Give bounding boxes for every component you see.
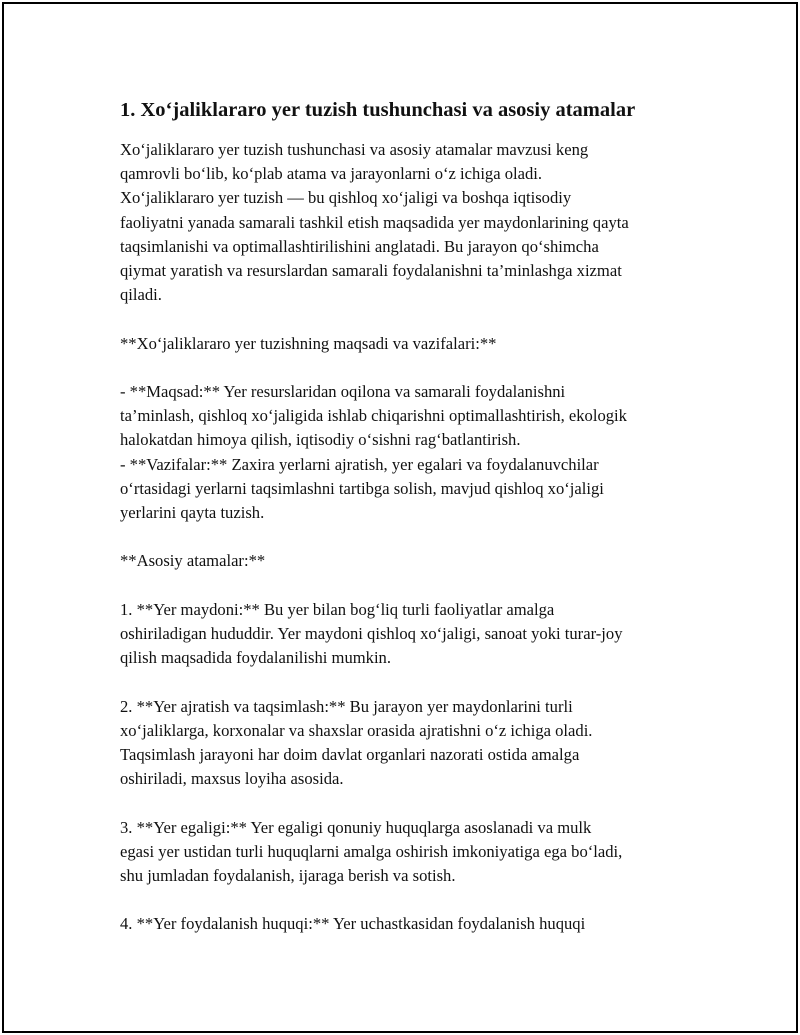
section-heading-terms xyxy=(120,549,700,573)
text-line: Taqsimlash jarayoni har doim davlat organlari nazorati ostida amalga xyxy=(120,745,580,764)
text-line: egasi yer ustidan turli huquqlarni amalga oshirish imkoniyatiga ega bo‘ladi, xyxy=(120,841,623,861)
text-line: qiladi. xyxy=(120,285,162,305)
paragraph-gap xyxy=(120,670,700,694)
text-line: taqsimlanishi va optimallashtirilishini anglatadi. Bu jarayon qo‘shimcha xyxy=(120,236,599,256)
paragraph-gap xyxy=(120,356,700,380)
term-item-4 xyxy=(120,912,700,936)
text-line: qiymat yaratish va resurslardan samarali foydalanishni ta’minlashga xizmat xyxy=(120,261,622,281)
paragraph-intro xyxy=(120,138,700,307)
section-heading-goals xyxy=(120,332,700,356)
text-line: qilish maqsadida foydalanilishi mumkin. xyxy=(120,648,392,668)
document-page xyxy=(2,2,798,1033)
paragraph-gap xyxy=(120,574,700,598)
text-line: shu jumladan foydalanish, ijaraga berish va sotish. xyxy=(120,866,456,885)
text-line: 4. **Yer foydalanish huquqi:** Yer uchastkasidan foydalanish huquqi xyxy=(120,914,586,934)
document-title: 1. Xo‘jaliklararo yer tuzish tushunchasi va asosiy atamalar xyxy=(120,99,636,121)
text-line: 3. **Yer egaligi:** Yer egaligi qonuniy huquqlarga asoslanadi va mulk xyxy=(120,817,592,837)
paragraph-gap xyxy=(120,307,700,331)
paragraph-goals-list xyxy=(120,380,700,525)
text-line: **Asosiy atamalar:** xyxy=(120,551,266,571)
term-item-3 xyxy=(120,816,700,889)
text-line: - **Maqsad:** Yer resurslaridan oqilona va samarali foydalanishni xyxy=(120,382,566,401)
text-line: qamrovli bo‘lib, ko‘plab atama va jarayonlarni o‘z ichiga oladi. xyxy=(120,164,543,184)
paragraph-gap xyxy=(120,791,700,815)
paragraph-gap xyxy=(120,888,700,912)
term-item-2 xyxy=(120,695,700,792)
document-content xyxy=(120,96,700,937)
text-line: 2. **Yer ajratish va taqsimlash:** Bu jarayon yer maydonlarini turli xyxy=(120,696,573,716)
text-line: oshiriladigan hududdir. Yer maydoni qishloq xo‘jaligi, sanoat yoki turar-joy xyxy=(120,624,623,643)
text-line: - **Vazifalar:** Zaxira yerlarni ajratish, yer egalari va foydalanuvchilar xyxy=(120,454,599,474)
text-line: Xo‘jaliklararo yer tuzish — bu qishloq xo‘jaligi va boshqa iqtisodiy xyxy=(120,188,572,208)
text-line: Xo‘jaliklararo yer tuzish tushunchasi va asosiy atamalar mavzusi keng xyxy=(120,140,589,159)
text-line: yerlarini qayta tuzish. xyxy=(120,503,265,523)
text-line: xo‘jaliklarga, korxonalar va shaxslar orasida ajratishni o‘z ichiga oladi. xyxy=(120,720,593,740)
text-line: o‘rtasidagi yerlarni taqsimlashni tartibga solish, mavjud qishloq xo‘jaligi xyxy=(120,478,604,498)
text-line: 1. **Yer maydoni:** Bu yer bilan bog‘liq turli faoliyatlar amalga xyxy=(120,599,555,619)
text-line: faoliyatni yanada samarali tashkil etish maqsadida yer maydonlarining qayta xyxy=(120,212,629,232)
paragraph-gap xyxy=(120,525,700,549)
text-line: halokatdan himoya qilish, iqtisodiy o‘sishni rag‘batlantirish. xyxy=(120,430,521,450)
text-line: oshiriladi, maxsus loyiha asosida. xyxy=(120,769,344,789)
text-line: **Xo‘jaliklararo yer tuzishning maqsadi va vazifalari:** xyxy=(120,333,497,353)
text-line: ta’minlash, qishloq xo‘jaligida ishlab chiqarishni optimallashtirish, ekologik xyxy=(120,406,627,426)
term-item-1 xyxy=(120,598,700,671)
